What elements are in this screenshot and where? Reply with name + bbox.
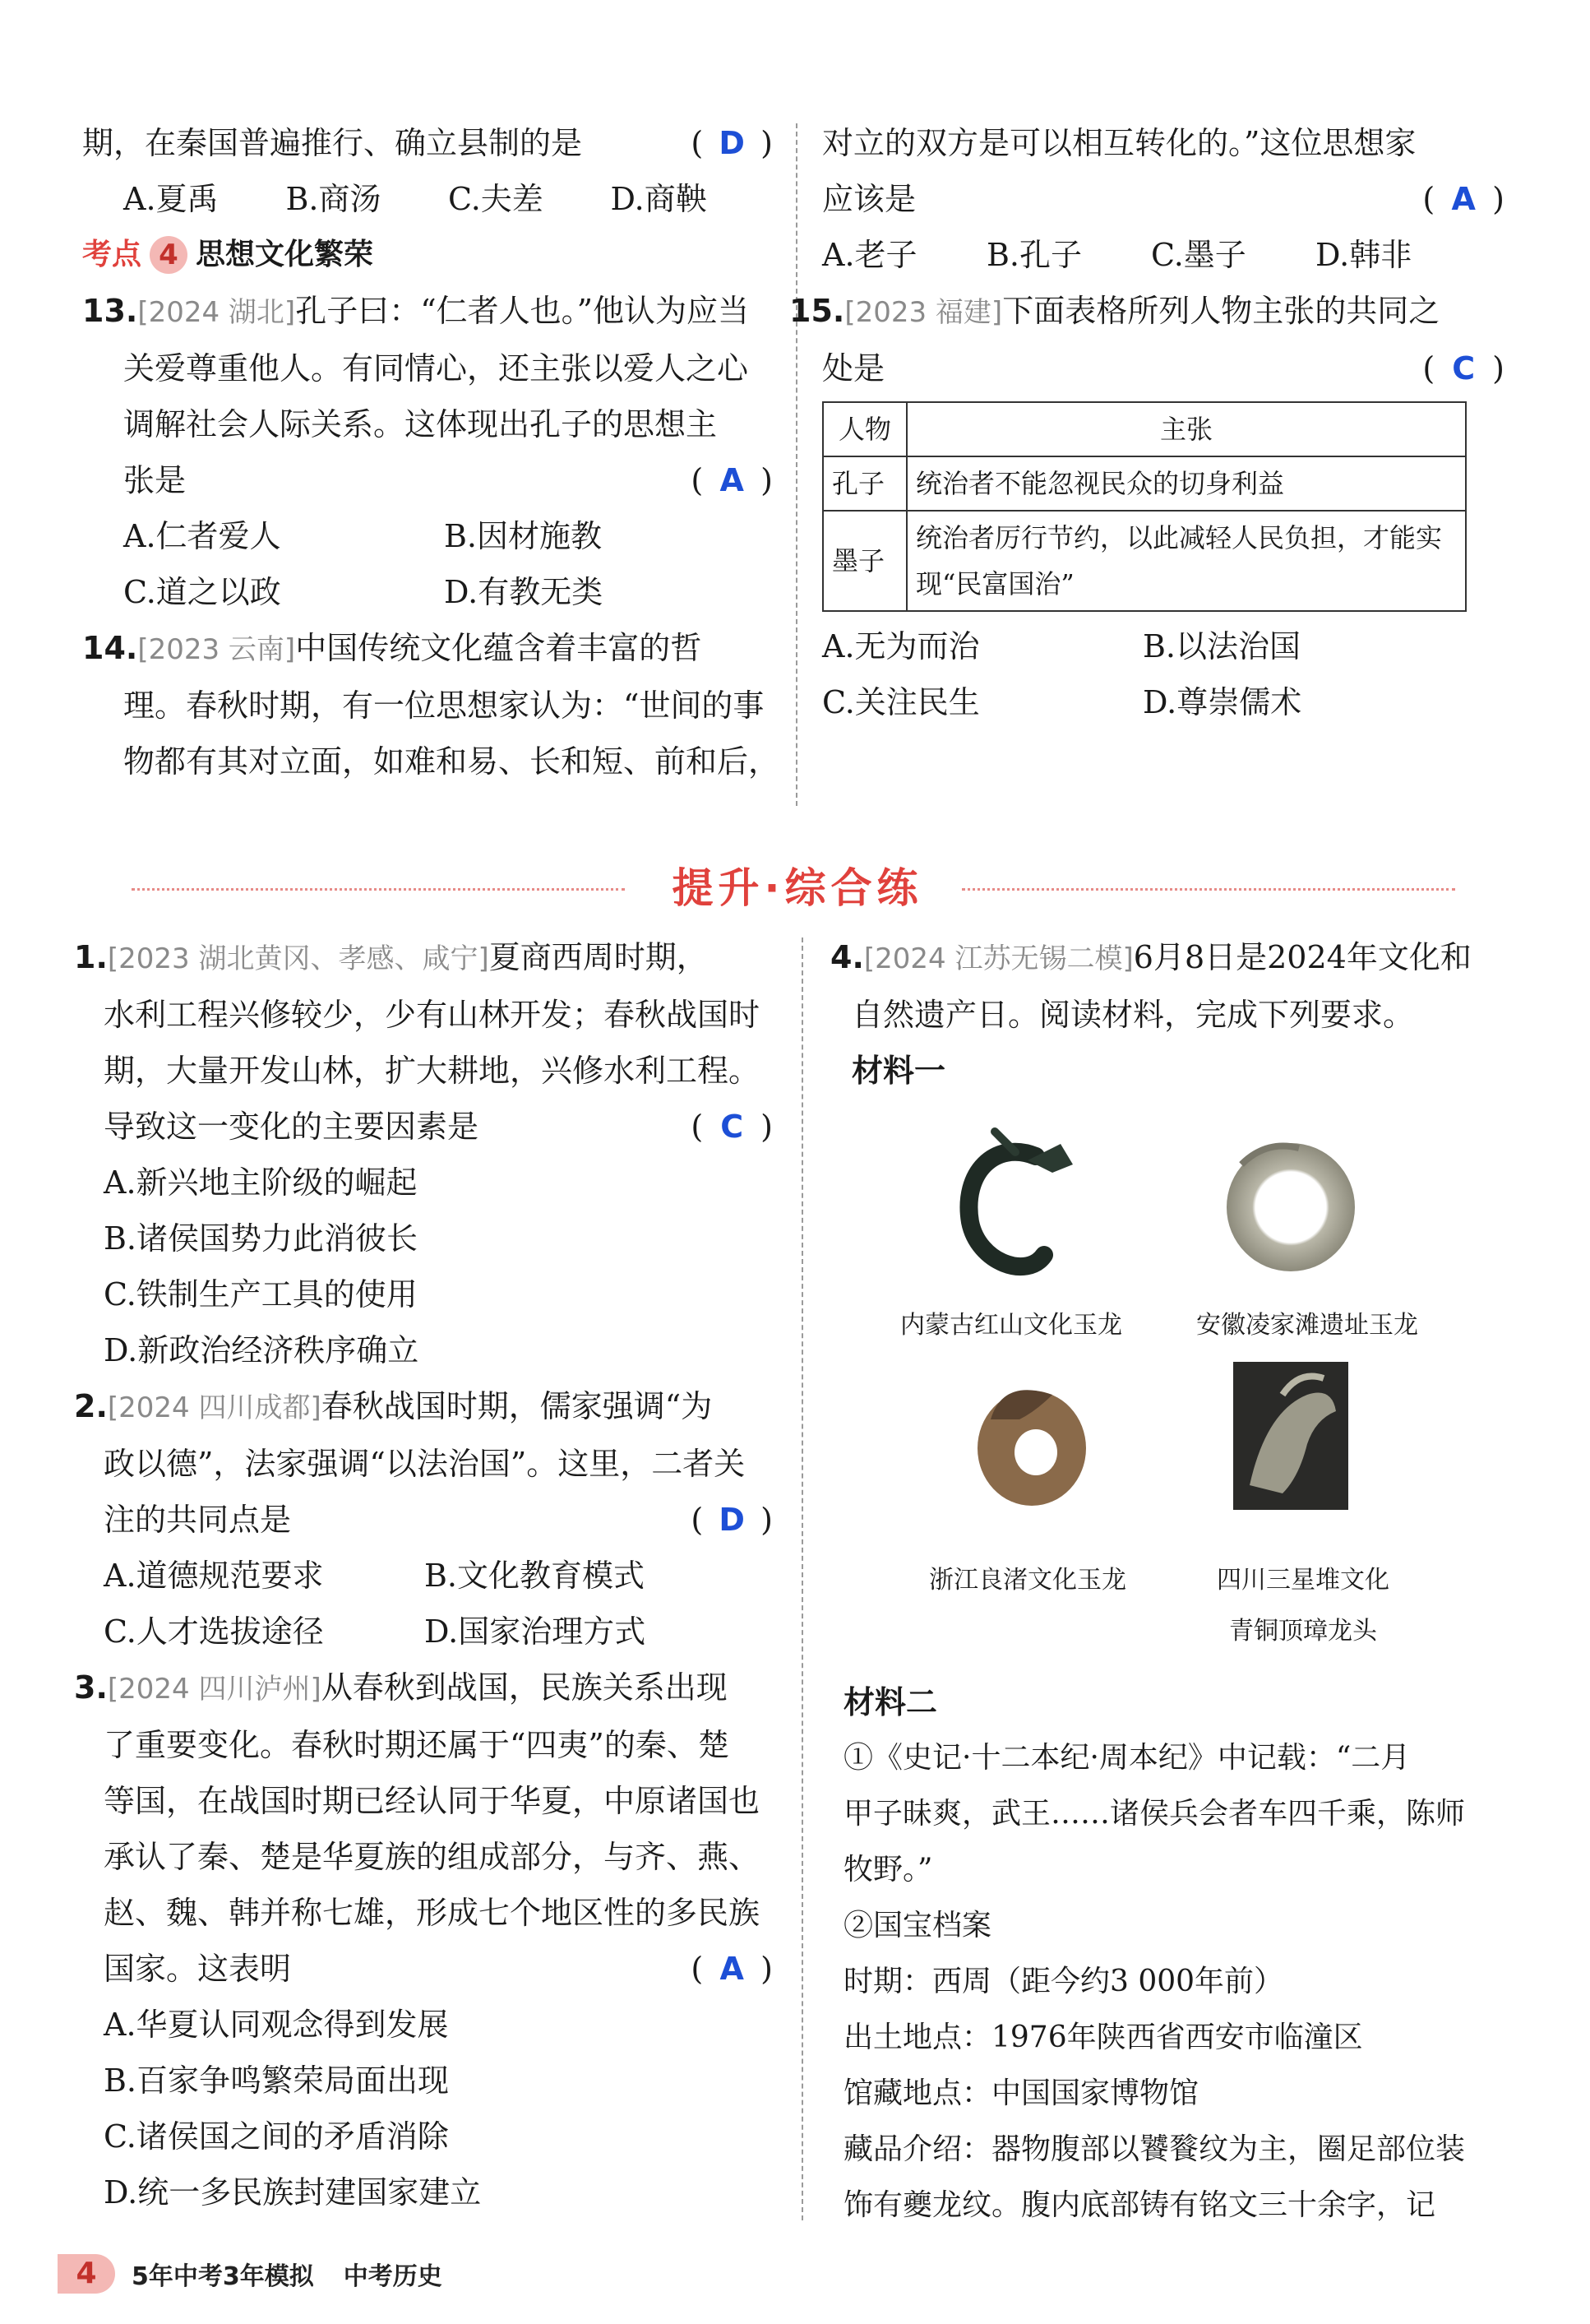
- material2-line: 饰有夔龙纹。腹内底部铸有铭文三十余字，记: [844, 2188, 1436, 2222]
- q15-line: [789, 283, 1504, 340]
- q4-source: [2024 江苏无锡二模]: [863, 942, 1134, 975]
- option: C.诸侯国之间的矛盾消除: [104, 2118, 449, 2155]
- option: B.以法治国: [1143, 628, 1301, 664]
- q1-number: 1.: [74, 939, 108, 975]
- material2-line: ①《史记·十二本纪·周本纪》中记载：“二月: [844, 1741, 1411, 1775]
- image-caption: 浙江良渚文化玉龙: [929, 1566, 1126, 1595]
- q4-line: 自然遗产日。阅读材料，完成下列要求。: [852, 997, 1415, 1033]
- q15-table: [822, 401, 1467, 612]
- q15-options: [822, 674, 1504, 730]
- q3-answer-letter: A: [719, 1951, 744, 1987]
- q14-tail-text: 应该是: [822, 181, 917, 217]
- material2-line: 藏品介绍：器物腹部以饕餮纹为主，圈足部位装: [844, 2132, 1466, 2166]
- option: C.道之以政: [123, 574, 281, 610]
- topic-header: [82, 227, 773, 283]
- material2-line: 馆藏地点：中国国家博物馆: [844, 2076, 1199, 2110]
- option: D.国家治理方式: [424, 1613, 646, 1650]
- q3-answer: ( A ): [691, 1941, 773, 1997]
- topic-number: 4: [150, 236, 187, 274]
- q2-answer-letter: D: [719, 1502, 745, 1538]
- table-cell: 孔子: [823, 456, 907, 511]
- q14-answer: ( A ): [1422, 171, 1504, 227]
- topic-label: 考点: [82, 238, 142, 271]
- page-footer: [58, 2249, 442, 2299]
- option: C.关注民生: [822, 684, 980, 720]
- q13-answer-letter: A: [719, 462, 744, 498]
- q12-tail: [82, 115, 773, 171]
- q2-options: [74, 1548, 773, 1604]
- q15-source: [2023 福建]: [844, 296, 1003, 329]
- table-cell: 统治者不能忽视民众的切身利益: [907, 456, 1466, 511]
- q3-line: [74, 1660, 773, 1717]
- q4-text: 6月8日是2024年文化和: [1133, 939, 1472, 975]
- q13-options: [82, 508, 773, 564]
- material1-images: [830, 1099, 1504, 1674]
- q13-line: [82, 452, 773, 508]
- material2-line: 甲子昧爽，武王……诸侯兵会者车四千乘，陈师: [844, 1797, 1466, 1831]
- material2-title: 材料二: [844, 1684, 938, 1720]
- q1-answer: ( C ): [691, 1099, 773, 1155]
- topic-title: 思想文化繁荣: [196, 238, 374, 271]
- option: D.新政治经济秩序确立: [104, 1332, 419, 1368]
- q13-line: 关爱尊重他人。有同情心，还主张以爱人之心: [123, 350, 749, 387]
- q14-tail-line: 对立的双方是可以相互转化的。”这位思想家: [822, 125, 1417, 161]
- option: C.墨子: [1151, 237, 1246, 273]
- image-caption: 安徽凌家滩遗址玉龙: [1196, 1311, 1418, 1340]
- section-rule-left: [132, 888, 625, 891]
- q14-text: 中国传统文化蕴含着丰富的哲: [295, 630, 702, 666]
- q3-text: 从春秋到战国，民族关系出现: [321, 1669, 728, 1706]
- option: C.人才选拔途径: [104, 1613, 324, 1650]
- q14-tail-line: [822, 171, 1504, 227]
- option: A.仁者爱人: [123, 518, 281, 554]
- table-header: 人物: [823, 402, 907, 456]
- q3-source: [2024 四川泸州]: [107, 1673, 321, 1706]
- material2-line: 时期：西周（距今约3 000年前）: [844, 1965, 1284, 1998]
- q2-text: 春秋战国时期，儒家强调“为: [321, 1388, 713, 1424]
- q14-line: 理。春秋时期，有一位思想家认为：“世间的事: [123, 687, 765, 724]
- option: A.无为而治: [822, 628, 980, 664]
- q14-source: [2023 云南]: [137, 633, 296, 666]
- q1-line: [74, 1099, 773, 1155]
- page-number: 4: [58, 2254, 115, 2294]
- option: A.夏禹: [123, 181, 219, 217]
- top-left-column: [82, 115, 780, 789]
- q13-number: 13.: [82, 293, 138, 329]
- table-cell: 统治者厉行节约，以此减轻人民负担，才能实现“民富国治”: [907, 511, 1466, 611]
- section-title: 提升·综合练: [672, 864, 923, 912]
- q1-answer-letter: C: [720, 1109, 744, 1145]
- q13-source: [2024 湖北]: [137, 296, 296, 329]
- q12-answer: ( D ): [691, 115, 773, 171]
- q15-answer-letter: C: [1452, 350, 1476, 387]
- table-header-row: [823, 402, 1466, 456]
- q14-line: [82, 620, 773, 678]
- image-caption: 内蒙古红山文化玉龙: [900, 1311, 1122, 1340]
- option: A.华夏认同观念得到发展: [104, 2007, 449, 2043]
- q2-text: 注的共同点是: [104, 1502, 292, 1538]
- q3-line: 了重要变化。春秋时期还属于“四夷”的秦、楚: [104, 1727, 729, 1763]
- q3-text: 国家。这表明: [104, 1951, 292, 1987]
- q12-answer-letter: D: [719, 125, 745, 161]
- table-header: 主张: [907, 402, 1466, 456]
- option: B.诸侯国势力此消彼长: [104, 1220, 418, 1257]
- option: D.有教无类: [444, 574, 603, 610]
- option: A.道德规范要求: [104, 1558, 324, 1594]
- option: C.铁制生产工具的使用: [104, 1276, 418, 1312]
- subject-name: 中考历史: [343, 2262, 442, 2291]
- q15-answer: ( C ): [1422, 340, 1504, 396]
- q2-line: 政以德”，法家强调“以法治国”。这里，二者关: [104, 1446, 746, 1482]
- q1-line: [74, 929, 773, 987]
- q15-text: 下面表格所列人物主张的共同之: [1002, 293, 1440, 329]
- q2-source: [2024 四川成都]: [107, 1391, 321, 1424]
- q15-line: [822, 340, 1504, 396]
- q13-text: 孔子曰：“仁者人也。”他认为应当: [295, 293, 750, 329]
- bottom-right-column: [830, 929, 1504, 2234]
- q14-line: 物都有其对立面，如难和易、长和短、前和后，: [123, 743, 780, 780]
- option: A.老子: [822, 237, 917, 273]
- q13-answer: ( A ): [691, 452, 773, 508]
- liangzhu-jade-dragon-image: [970, 1370, 1093, 1510]
- series-name: 5年中考3年模拟: [132, 2262, 314, 2291]
- q3-line: 等国，在战国时期已经认同于华夏，中原诸国也: [104, 1783, 760, 1819]
- q1-line: 水利工程兴修较少，少有山林开发；春秋战国时: [104, 997, 760, 1033]
- q15-number: 15.: [789, 293, 845, 329]
- option: D.商鞅: [610, 181, 707, 217]
- q3-line: [74, 1941, 773, 1997]
- material2-line: 牧野。”: [844, 1853, 933, 1887]
- q1-text: 导致这一变化的主要因素是: [104, 1109, 479, 1145]
- image-caption: 四川三星堆文化: [1217, 1566, 1389, 1595]
- q15-options: [822, 618, 1504, 674]
- material2-line: 出土地点：1976年陕西省西安市临潼区: [844, 2021, 1363, 2054]
- q13-text: 张是: [123, 462, 187, 498]
- lingjiatan-jade-dragon-image: [1217, 1132, 1365, 1280]
- material2-line: ②国宝档案: [844, 1909, 992, 1942]
- q3-line: 赵、魏、韩并称七雄，形成七个地区性的多民族: [104, 1895, 760, 1931]
- option: B.百家争鸣繁荣局面出现: [104, 2062, 450, 2099]
- q12-options: [82, 171, 773, 227]
- q2-line: [74, 1378, 773, 1436]
- option: C.夫差: [448, 181, 543, 217]
- q1-line: 期，大量开发山林，扩大耕地，兴修水利工程。: [104, 1053, 760, 1089]
- sanxingdui-bronze-dragon-image: [1233, 1362, 1348, 1510]
- table-cell: 墨子: [823, 511, 907, 611]
- option: D.尊崇儒术: [1143, 684, 1302, 720]
- option: B.孔子: [987, 237, 1083, 273]
- q15-text: 处是: [822, 350, 885, 387]
- image-caption: 青铜顶璋龙头: [1229, 1617, 1377, 1646]
- q14-number: 14.: [82, 630, 138, 666]
- option: B.商汤: [285, 181, 381, 217]
- section-rule-right: [962, 888, 1455, 891]
- q2-line: [74, 1492, 773, 1548]
- option: B.因材施教: [444, 518, 603, 554]
- hongshan-jade-dragon-image: [937, 1123, 1077, 1288]
- q1-source: [2023 湖北黄冈、孝感、咸宁]: [107, 942, 489, 975]
- bottom-left-column: [74, 929, 773, 2220]
- option: D.统一多民族封建国家建立: [104, 2174, 482, 2211]
- q4-line: [830, 929, 1504, 987]
- q13-line: 调解社会人际关系。这体现出孔子的思想主: [123, 406, 718, 442]
- option: D.韩非: [1315, 237, 1412, 273]
- column-divider: [796, 123, 797, 806]
- q2-options: [74, 1604, 773, 1660]
- q1-text: 夏商西周时期，: [488, 939, 708, 975]
- section-title-bar: [0, 855, 1590, 921]
- q13-line: [82, 283, 773, 340]
- q3-line: 承认了秦、楚是华夏族的组成部分，与齐、燕、: [104, 1839, 760, 1875]
- q4-number: 4.: [830, 939, 864, 975]
- q3-number: 3.: [74, 1669, 108, 1706]
- material1-title: 材料一: [852, 1053, 946, 1089]
- q2-answer: ( D ): [691, 1492, 773, 1548]
- q12-text: 期，在秦国普遍推行、确立县制的是: [82, 125, 583, 161]
- column-divider: [802, 937, 803, 2220]
- table-row: [823, 511, 1466, 611]
- top-right-column: [789, 115, 1504, 730]
- q13-options: [82, 564, 773, 620]
- table-row: [823, 456, 1466, 511]
- option: B.文化教育模式: [424, 1558, 645, 1594]
- option: A.新兴地主阶级的崛起: [104, 1164, 418, 1201]
- q14-options: [822, 227, 1504, 283]
- q2-number: 2.: [74, 1388, 108, 1424]
- q14-answer-letter: A: [1451, 181, 1476, 217]
